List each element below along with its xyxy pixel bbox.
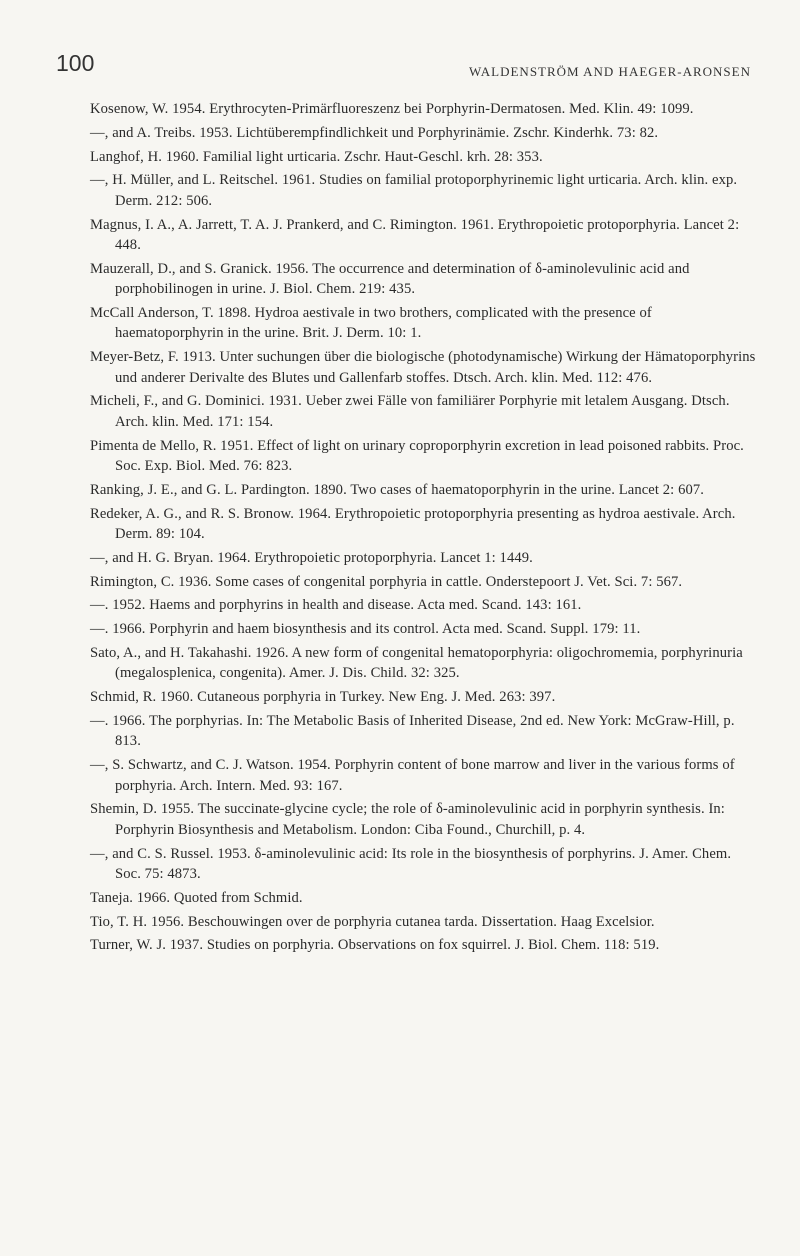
running-head: WALDENSTRÖM AND HAEGER-ARONSEN: [468, 64, 751, 79]
reference-entry: —. 1966. Porphyrin and haem biosynthesis and its control. Acta med. Scand. Suppl. 179: 11.: [90, 621, 641, 638]
reference-list: [90, 99, 760, 959]
reference-entry: Rimington, C. 1936. Some cases of congenital porphyria in cattle. Onderstepoort J. Vet. Sci. 7: 567.: [90, 573, 683, 590]
reference-entry: Mauzerall, D., and S. Granick. 1956. The occurrence and determination of δ-aminolevulinic acid and porphobilinogen in urine. J. Biol. Chem. 219: 435.: [90, 260, 690, 298]
reference-entry: Sato, A., and H. Takahashi. 1926. A new form of congenital hematoporphyria: oligochromemia, porphyrinuria (megalosplenica, congenita). Amer. J. Dis. Child. 32: 325.: [90, 645, 743, 682]
reference-entry: Schmid, R. 1960. Cutaneous porphyria in Turkey. New Eng. J. Med. 263: 397.: [90, 689, 556, 706]
reference-entry: —, and A. Treibs. 1953. Lichtüberempfindlichkeit und Porphyrinämie. Zschr. Kinderhk. 73: 82.: [90, 124, 659, 141]
reference-entry: —. 1966. The porphyrias. In: The Metabolic Basis of Inherited Disease, 2nd ed. New York: McGraw-Hill, p. 813.: [90, 713, 735, 750]
reference-entry: —, and C. S. Russel. 1953. δ-aminolevulinic acid: Its role in the biosynthesis of porphyrins. J. Amer. Chem. Soc. 75: 4873.: [90, 845, 732, 883]
reference-entry: Magnus, I. A., A. Jarrett, T. A. J. Prankerd, and C. Rimington. 1961. Erythropoietic protoporphyria. Lancet 2: 448.: [90, 216, 740, 253]
page-number: 100: [56, 50, 95, 76]
reference-entry: —, H. Müller, and L. Reitschel. 1961. Studies on familial protoporphyrinemic light urticaria. Arch. klin. exp. Derm. 212: 506.: [90, 172, 738, 209]
reference-entry: Turner, W. J. 1937. Studies on porphyria. Observations on fox squirrel. J. Biol. Chem. 118: 519.: [90, 937, 660, 954]
reference-entry: Kosenow, W. 1954. Erythrocyten-Primärfluoreszenz bei Porphyrin-Dermatosen. Med. Klin. 49: 1099.: [90, 101, 694, 117]
reference-entry: —, and H. G. Bryan. 1964. Erythropoietic protoporphyria. Lancet 1: 1449.: [90, 549, 533, 566]
reference-entry: —. 1952. Haems and porphyrins in health and disease. Acta med. Scand. 143: 161.: [90, 597, 582, 614]
reference-entry: Pimenta de Mello, R. 1951. Effect of light on urinary coproporphyrin excretion in lead poisoned rabbits. Proc. Soc. Exp. Biol. Med. 76: 823.: [90, 437, 744, 475]
reference-entry: Micheli, F., and G. Dominici. 1931. Ueber zwei Fälle von familiärer Porphyrie mit letalem Ausgang. Dtsch. Arch. klin. Med. 171: 154.: [90, 393, 730, 430]
reference-entry: Meyer-Betz, F. 1913. Unter suchungen über die biologische (photodynamische) Wirkung der Hämatoporphyrins und anderer Derivalte des Blutes und Gallenfarb stoffes. Dtsch. Arch. klin. Med. 112: 476.: [90, 349, 756, 386]
reference-entry: —, S. Schwartz, and C. J. Watson. 1954. Porphyrin content of bone marrow and liver in the various forms of porphyria. Arch. Intern. Med. 93: 167.: [90, 757, 735, 794]
reference-entry: Tio, T. H. 1956. Beschouwingen over de porphyria cutanea tarda. Dissertation. Haag Excelsior.: [90, 913, 655, 930]
reference-entry: Ranking, J. E., and G. L. Pardington. 1890. Two cases of haematoporphyrin in the urine. Lancet 2: 607.: [90, 481, 705, 498]
reference-entry: Redeker, A. G., and R. S. Bronow. 1964. Erythropoietic protoporphyria presenting as hydroa aestivale. Arch. Derm. 89: 104.: [90, 505, 736, 543]
reference-entry: Langhof, H. 1960. Familial light urticaria. Zschr. Haut-Geschl. krh. 28: 353.: [90, 148, 543, 165]
reference-entry: McCall Anderson, T. 1898. Hydroa aestivale in two brothers, complicated with the presence of haematoporphyrin in the urine. Brit. J. Derm. 10: 1.: [90, 305, 652, 342]
reference-entry: Taneja. 1966. Quoted from Schmid.: [90, 889, 303, 906]
reference-entry: Shemin, D. 1955. The succinate-glycine cycle; the role of δ-aminolevulinic acid in porphyrin synthesis. In: Porphyrin Biosynthesis and Metabolism. London: Ciba Found., Churchill, p. 4.: [90, 801, 725, 838]
